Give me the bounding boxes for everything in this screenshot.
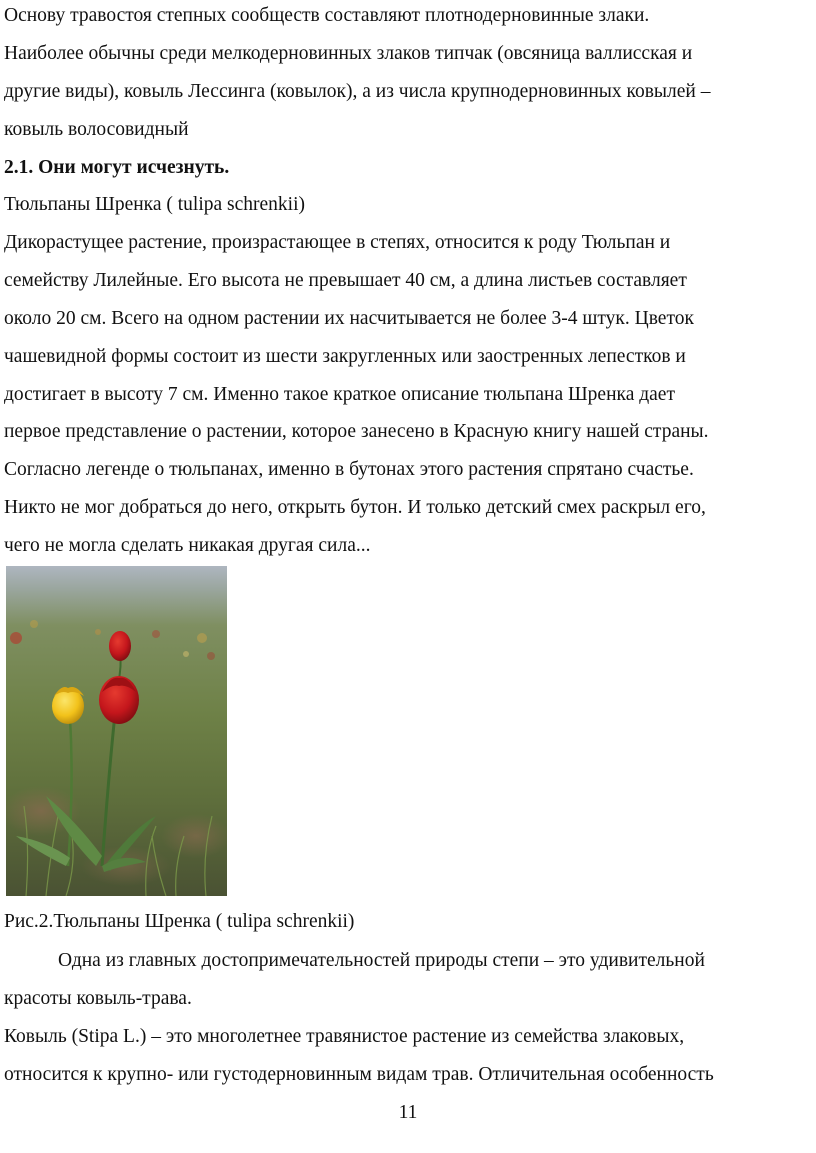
paragraph3-line-2: красоты ковыль-трава. — [4, 988, 192, 1009]
paragraph1-line-4: ковыль волосовидный — [4, 119, 189, 140]
paragraph2-line-9: чего не могла сделать никакая другая сила... — [4, 535, 371, 556]
paragraph2-line-7: Согласно легенде о тюльпанах, именно в бутонах этого растения спрятано счастье. — [4, 459, 694, 480]
section-heading: 2.1. Они могут исчезнуть. — [4, 157, 230, 178]
subtitle: Тюльпаны Шренка ( tulipa schrenkii) — [4, 194, 305, 215]
paragraph2-line-4: чашевидной формы состоит из шести закругленных или заостренных лепестков и — [4, 346, 686, 367]
paragraph1-line-3: другие виды), ковыль Лессинга (ковылок), а из числа крупнодерновинных ковылей – — [4, 81, 711, 102]
figure-caption: Рис.2.Тюльпаны Шренка ( tulipa schrenkii) — [4, 911, 355, 932]
paragraph2-line-5: достигает в высоту 7 см. Именно такое краткое описание тюльпана Шренка дает — [4, 384, 675, 405]
paragraph2-line-8: Никто не мог добраться до него, открыть бутон. И только детский смех раскрыл его, — [4, 497, 706, 518]
page-number: 11 — [398, 1102, 418, 1123]
paragraph4-line-1: Ковыль (Stipa L.) – это многолетнее травянистое растение из семейства злаковых, — [4, 1026, 685, 1047]
paragraph4-line-2: относится к крупно- или густодерновинным видам трав. Отличительная особенность — [4, 1064, 714, 1085]
tulip-photo — [6, 566, 227, 896]
paragraph3-line-1: Одна из главных достопримечательностей природы степи – это удивительной — [58, 950, 705, 971]
paragraph1-line-2: Наиболее обычны среди мелкодерновинных злаков типчак (овсяница валлисская и — [4, 43, 693, 64]
paragraph2-line-6: первое представление о растении, которое занесено в Красную книгу нашей страны. — [4, 421, 709, 442]
paragraph2-line-3: около 20 см. Всего на одном растении их насчитывается не более 3-4 штук. Цветок — [4, 308, 694, 329]
paragraph1-line-1: Основу травостоя степных сообществ составляют плотнодерновинные злаки. — [4, 5, 650, 26]
paragraph2-line-1: Дикорастущее растение, произрастающее в степях, относится к роду Тюльпан и — [4, 232, 671, 253]
paragraph2-line-2: семейству Лилейные. Его высота не превышает 40 см, а длина листьев составляет — [4, 270, 687, 291]
